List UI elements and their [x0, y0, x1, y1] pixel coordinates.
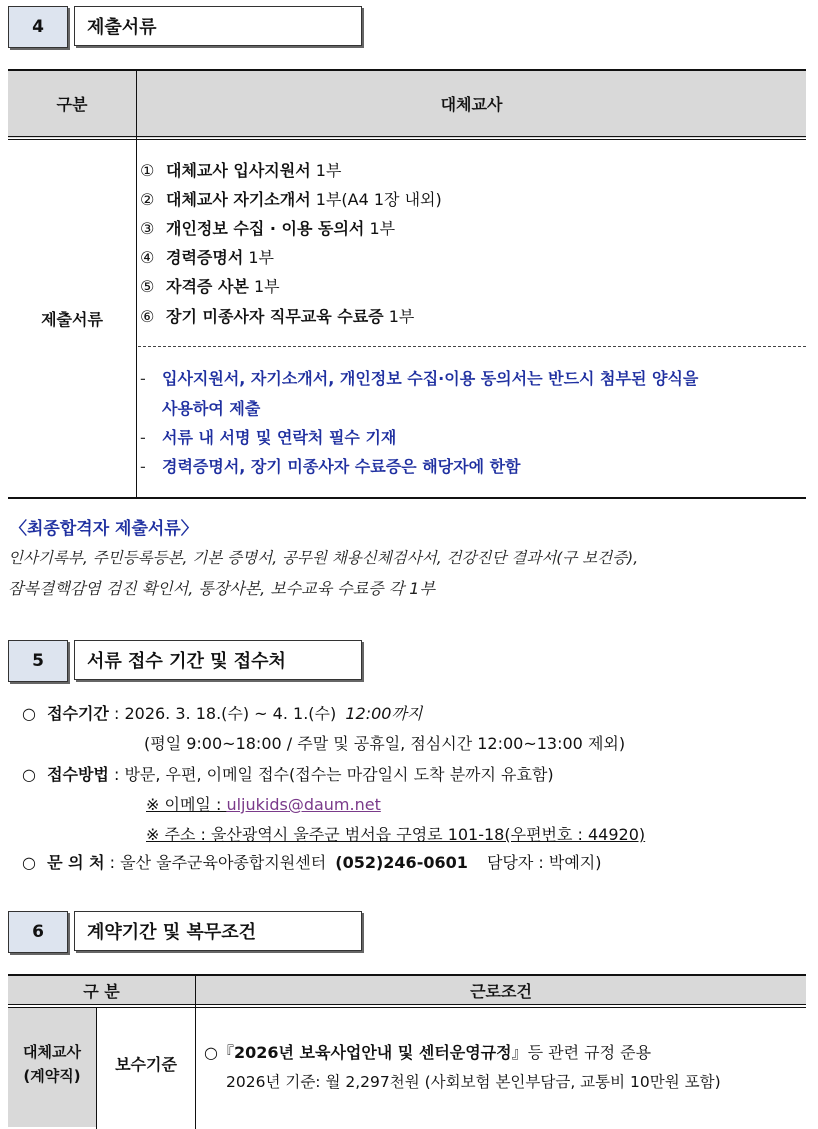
section-5-number: 5 [8, 640, 68, 682]
note-item [140, 366, 698, 389]
note-dash: - [140, 457, 146, 476]
item-qty: 1부 [315, 161, 342, 180]
col-header-category: 구분 [56, 94, 88, 114]
item-number: ② [140, 190, 155, 209]
contact-label: 문 의 처 [47, 853, 105, 872]
document-item [140, 158, 341, 181]
method-label: 접수방법 [47, 765, 109, 784]
email-row [146, 792, 381, 815]
salary-amount: 2026년 기준: 월 2,297천원 (사회보험 본인부담금, 교통비 10만원 포함) [226, 1073, 721, 1091]
salary-condition [204, 1040, 651, 1063]
col-header-category: 구 분 [83, 981, 120, 1001]
final-documents-line: 인사기록부, 주민등록등본, 기본 증명서, 공무원 채용신체검사서, 건강진단 결과서(구 보건증), [8, 549, 639, 567]
address-row: ※ 주소 : 울산광역시 울주군 범서읍 구영로 101-18(우편번호 : 44920) [146, 825, 646, 844]
row-group-label [8, 1040, 96, 1088]
item-qty: 1부 [248, 248, 275, 267]
period-note: (평일 9:00~18:00 / 주말 및 공휴일, 점심시간 12:00~13:00 제외) [144, 734, 626, 753]
contact-person: 담당자 : 박예지) [486, 853, 602, 872]
item-qty: 1부(A4 1장 내외) [315, 190, 442, 209]
bullet: ○ [22, 704, 36, 723]
row-group-line: 대체교사 [23, 1043, 81, 1061]
row-group-line: (계약직) [23, 1067, 81, 1085]
item-name: 대체교사 입사지원서 [166, 161, 311, 180]
item-qty: 1부 [253, 277, 280, 296]
dashed-divider [138, 346, 806, 347]
cond-bold: 2026년 보육사업안내 및 센터운영규정 [233, 1043, 512, 1062]
row-label-documents: 제출서류 [41, 310, 103, 329]
item-name: 자격증 사본 [166, 277, 249, 296]
note-dash: - [140, 428, 146, 447]
period-deadline: 12:00까지 [345, 704, 423, 723]
contact-row [22, 850, 602, 873]
section-6-title: 계약기간 및 복무조건 [74, 911, 362, 951]
item-name: 장기 미종사자 직무교육 수료증 [166, 307, 384, 326]
item-qty: 1부 [388, 307, 415, 326]
method-row [22, 762, 554, 785]
bullet: ○ [22, 853, 36, 872]
period-value: : 2026. 3. 18.(수) ~ 4. 1.(수) [113, 704, 337, 723]
email-prefix: ※ 이메일 : [146, 795, 227, 814]
item-number: ① [140, 161, 155, 180]
note-text: 경력증명서, 장기 미종사자 수료증은 해당자에 한함 [162, 457, 521, 476]
section-4-title: 제출서류 [74, 6, 362, 46]
section-5-title: 서류 접수 기간 및 접수처 [74, 640, 362, 680]
contact-org: : 울산 울주군육아종합지원센터 [109, 853, 327, 872]
item-qty: 1부 [369, 219, 396, 238]
note-dash: - [140, 369, 146, 388]
note-item-continuation: 사용하여 제출 [162, 399, 261, 418]
col-header-conditions: 근로조건 [470, 981, 532, 1001]
item-name: 대체교사 자기소개서 [166, 190, 311, 209]
contact-phone: (052)246-0601 [335, 853, 468, 872]
document-item [140, 187, 442, 210]
header-divider [8, 136, 806, 137]
document-item [140, 216, 395, 239]
item-number: ⑥ [140, 307, 155, 326]
document-item [140, 274, 280, 297]
email-link[interactable]: uljukids@daum.net [226, 795, 381, 814]
item-name: 경력증명서 [166, 248, 244, 267]
note-item [140, 454, 521, 477]
section-4-number: 4 [8, 6, 68, 48]
section-6-number: 6 [8, 911, 68, 953]
col-header-substitute-teacher: 대체교사 [440, 94, 503, 114]
period-label: 접수기간 [47, 704, 109, 723]
table-bottom-border [8, 497, 806, 499]
final-documents-title: 〈최종합격자 제출서류〉 [10, 519, 198, 539]
note-text: 입사지원서, 자기소개서, 개인정보 수집·이용 동의서는 반드시 첨부된 양식을 [162, 369, 699, 388]
final-documents-line: 잠복결핵감염 검진 확인서, 통장사본, 보수교육 수료증 각 1부 [8, 579, 435, 598]
item-number: ④ [140, 248, 155, 267]
document-item [140, 304, 414, 327]
document-item [140, 245, 274, 268]
note-item [140, 425, 396, 448]
row-label-salary: 보수기준 [115, 1055, 177, 1074]
period-row [22, 701, 422, 724]
cond-suffix: 』등 관련 규정 준용 [511, 1043, 652, 1062]
item-name: 개인정보 수집 · 이용 동의서 [166, 219, 365, 238]
note-text: 서류 내 서명 및 연락처 필수 기재 [162, 428, 397, 447]
item-number: ⑤ [140, 277, 155, 296]
item-number: ③ [140, 219, 155, 238]
bullet: ○ [22, 765, 36, 784]
method-value: : 방문, 우편, 이메일 접수(접수는 마감일시 도착 분까지 유효함) [113, 765, 554, 784]
cond-prefix: ○『 [204, 1043, 234, 1062]
